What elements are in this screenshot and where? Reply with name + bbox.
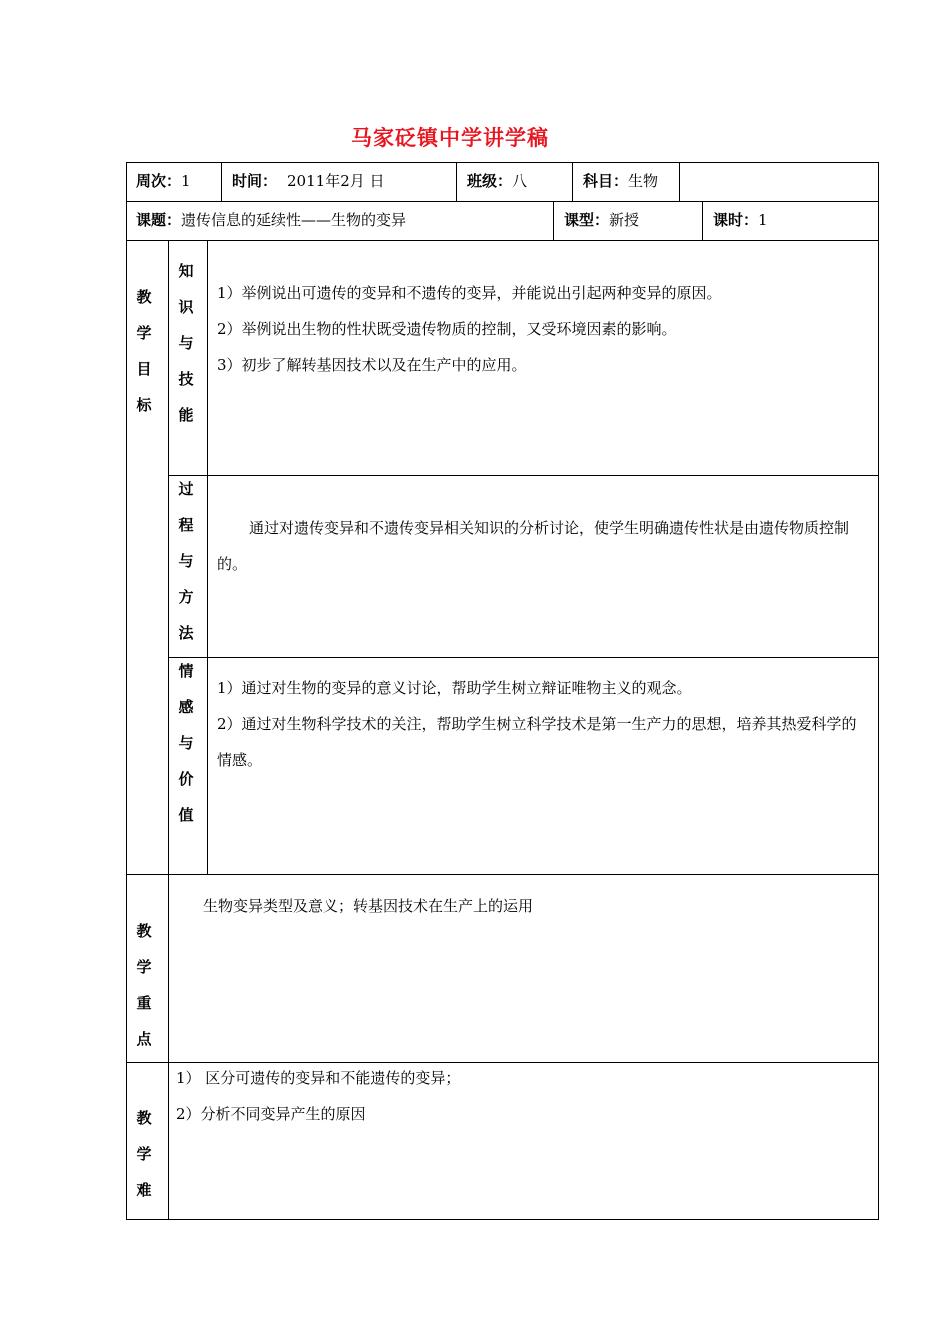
hours-label: 课时：: [713, 211, 759, 229]
type-label: 课型：: [564, 211, 610, 229]
col-divider: [221, 162, 222, 202]
knowledge-content: [217, 283, 869, 391]
process-text: 通过对遗传变异和不遗传变异相关知识的分析讨论，使学生明确遗传性状是由遗传物质控制的。: [217, 519, 850, 573]
key-points-text: 生物变异类型及意义；转基因技术在生产上的运用: [203, 897, 534, 915]
subject-value: 生物: [628, 172, 659, 190]
class-label: 班级：: [467, 172, 513, 190]
row-divider: [126, 1062, 879, 1063]
row-divider: [126, 874, 879, 875]
week-value: 1: [181, 172, 191, 190]
week-cell: [136, 171, 191, 191]
difficulties-label: 教 学 难: [136, 1109, 152, 1199]
col-divider: [168, 240, 169, 875]
key-points-content: [203, 896, 863, 916]
subject-cell: [583, 171, 658, 191]
difficulties-content: [176, 1068, 866, 1140]
row-divider: [126, 240, 879, 241]
knowledge-label: 知 识 与 技 能: [178, 262, 194, 424]
row-divider: [168, 475, 879, 476]
key-points-label: 教 学 重 点: [136, 922, 152, 1048]
list-item: 1）举例说出可遗传的变异和不遗传的变异，并能说出引起两种变异的原因。: [217, 284, 722, 302]
process-content: [217, 510, 869, 582]
list-item: 2）举例说出生物的性状既受遗传物质的控制，又受环境因素的影响。: [217, 320, 677, 338]
process-label: 过 程 与 方 法: [178, 480, 194, 642]
time-cell: [232, 171, 385, 191]
col-divider: [168, 874, 169, 1220]
subject-label: 科目：: [583, 172, 629, 190]
col-divider: [207, 240, 208, 875]
time-value: 2011年2月 日: [287, 172, 385, 190]
type-value: 新授: [609, 211, 640, 229]
emotion-label: 情 感 与 价 值: [178, 662, 194, 824]
list-item: 1） 区分可遗传的变异和不能遗传的变异；: [176, 1069, 461, 1087]
hours-value: 1: [758, 211, 768, 229]
col-divider: [572, 162, 573, 202]
list-item: 1）通过对生物的变异的意义讨论，帮助学生树立辩证唯物主义的观念。: [217, 679, 692, 697]
list-item: 2）分析不同变异产生的原因: [176, 1105, 366, 1123]
week-label: 周次：: [136, 172, 182, 190]
row-divider: [168, 657, 879, 658]
class-cell: [467, 171, 527, 191]
col-divider: [553, 201, 554, 241]
topic-value: 遗传信息的延续性——生物的变异: [181, 211, 407, 229]
list-item: 3）初步了解转基因技术以及在生产中的应用。: [217, 356, 527, 374]
page-title: 马家砭镇中学讲学稿: [351, 126, 549, 150]
topic-cell: [136, 210, 406, 230]
row-divider: [126, 201, 879, 202]
col-divider: [456, 162, 457, 202]
col-divider: [679, 162, 680, 202]
hours-cell: [713, 210, 768, 230]
class-value: 八: [512, 172, 528, 190]
type-cell: [564, 210, 639, 230]
time-label: 时间：: [232, 172, 278, 190]
topic-label: 课题：: [136, 211, 182, 229]
goals-label: 教 学 目 标: [136, 288, 152, 414]
list-item: 2）通过对生物科学技术的关注，帮助学生树立科学技术是第一生产力的思想，培养其热爱科学的情感。: [217, 715, 857, 769]
emotion-content: [217, 678, 869, 794]
col-divider: [702, 201, 703, 241]
